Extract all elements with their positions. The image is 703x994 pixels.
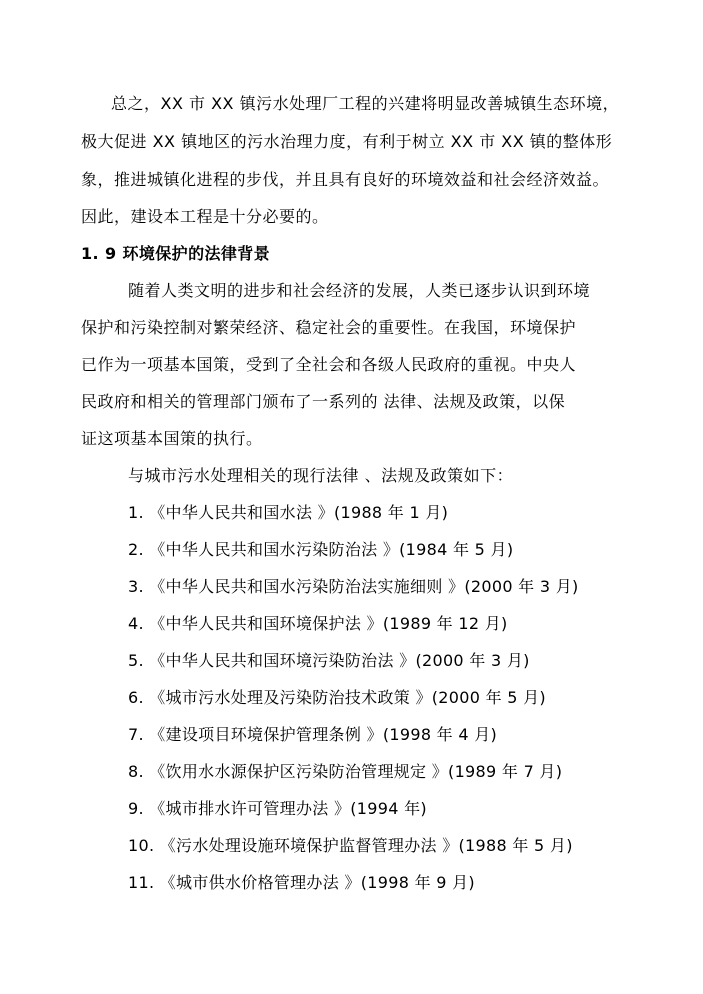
list-item: 3. 《中华人民共和国水污染防治法实施细则 》(2000 年 3 月) <box>128 577 579 596</box>
list-item: 11. 《城市供水价格管理办法 》(1998 年 9 月) <box>128 873 475 892</box>
list-item: 4. 《中华人民共和国环境保护法 》(1989 年 12 月) <box>128 614 508 633</box>
list-item: 1. 《中华人民共和国水法 》(1988 年 1 月) <box>128 503 449 522</box>
list-item: 9. 《城市排水许可管理办法 》(1994 年) <box>128 799 427 818</box>
list-item: 6. 《城市污水处理及污染防治技术政策 》(2000 年 5 月) <box>128 688 546 707</box>
paragraph-line: 因此，建设本工程是十分必要的。 <box>81 207 329 226</box>
paragraph-line: 极大促进 XX 镇地区的污水治理力度，有利于树立 XX 市 XX 镇的整体形 <box>81 132 613 151</box>
list-item: 7. 《建设项目环境保护管理条例 》(1998 年 4 月) <box>128 725 498 744</box>
list-item: 5. 《中华人民共和国环境污染防治法 》(2000 年 3 月) <box>128 651 530 670</box>
list-item: 10. 《污水处理设施环境保护监督管理办法 》(1988 年 5 月) <box>128 836 573 855</box>
paragraph-line: 保护和污染控制对繁荣经济、稳定社会的重要性。在我国，环境保护 <box>81 318 577 337</box>
section-heading: 1. 9 环境保护的法律背景 <box>81 244 271 263</box>
paragraph-line: 民政府和相关的管理部门颁布了一系列的 法律、法规及政策，以保 <box>81 392 566 411</box>
paragraph-line: 已作为一项基本国策，受到了全社会和各级人民政府的重视。中央人 <box>81 355 577 374</box>
paragraph-line: 象，推进城镇化进程的步伐，并且具有良好的环境效益和社会经济效益。 <box>81 170 610 189</box>
paragraph-line: 证这项基本国策的执行。 <box>81 429 263 448</box>
list-intro: 与城市污水处理相关的现行法律 、法规及政策如下： <box>128 466 514 485</box>
paragraph-line: 随着人类文明的进步和社会经济的发展，人类已逐步认识到环境 <box>128 281 591 300</box>
list-item: 2. 《中华人民共和国水污染防治法 》(1984 年 5 月) <box>128 540 514 559</box>
list-item: 8. 《饮用水水源保护区污染防治管理规定 》(1989 年 7 月) <box>128 762 563 781</box>
paragraph-line: 总之，XX 市 XX 镇污水处理厂工程的兴建将明显改善城镇生态环境， <box>111 94 620 113</box>
